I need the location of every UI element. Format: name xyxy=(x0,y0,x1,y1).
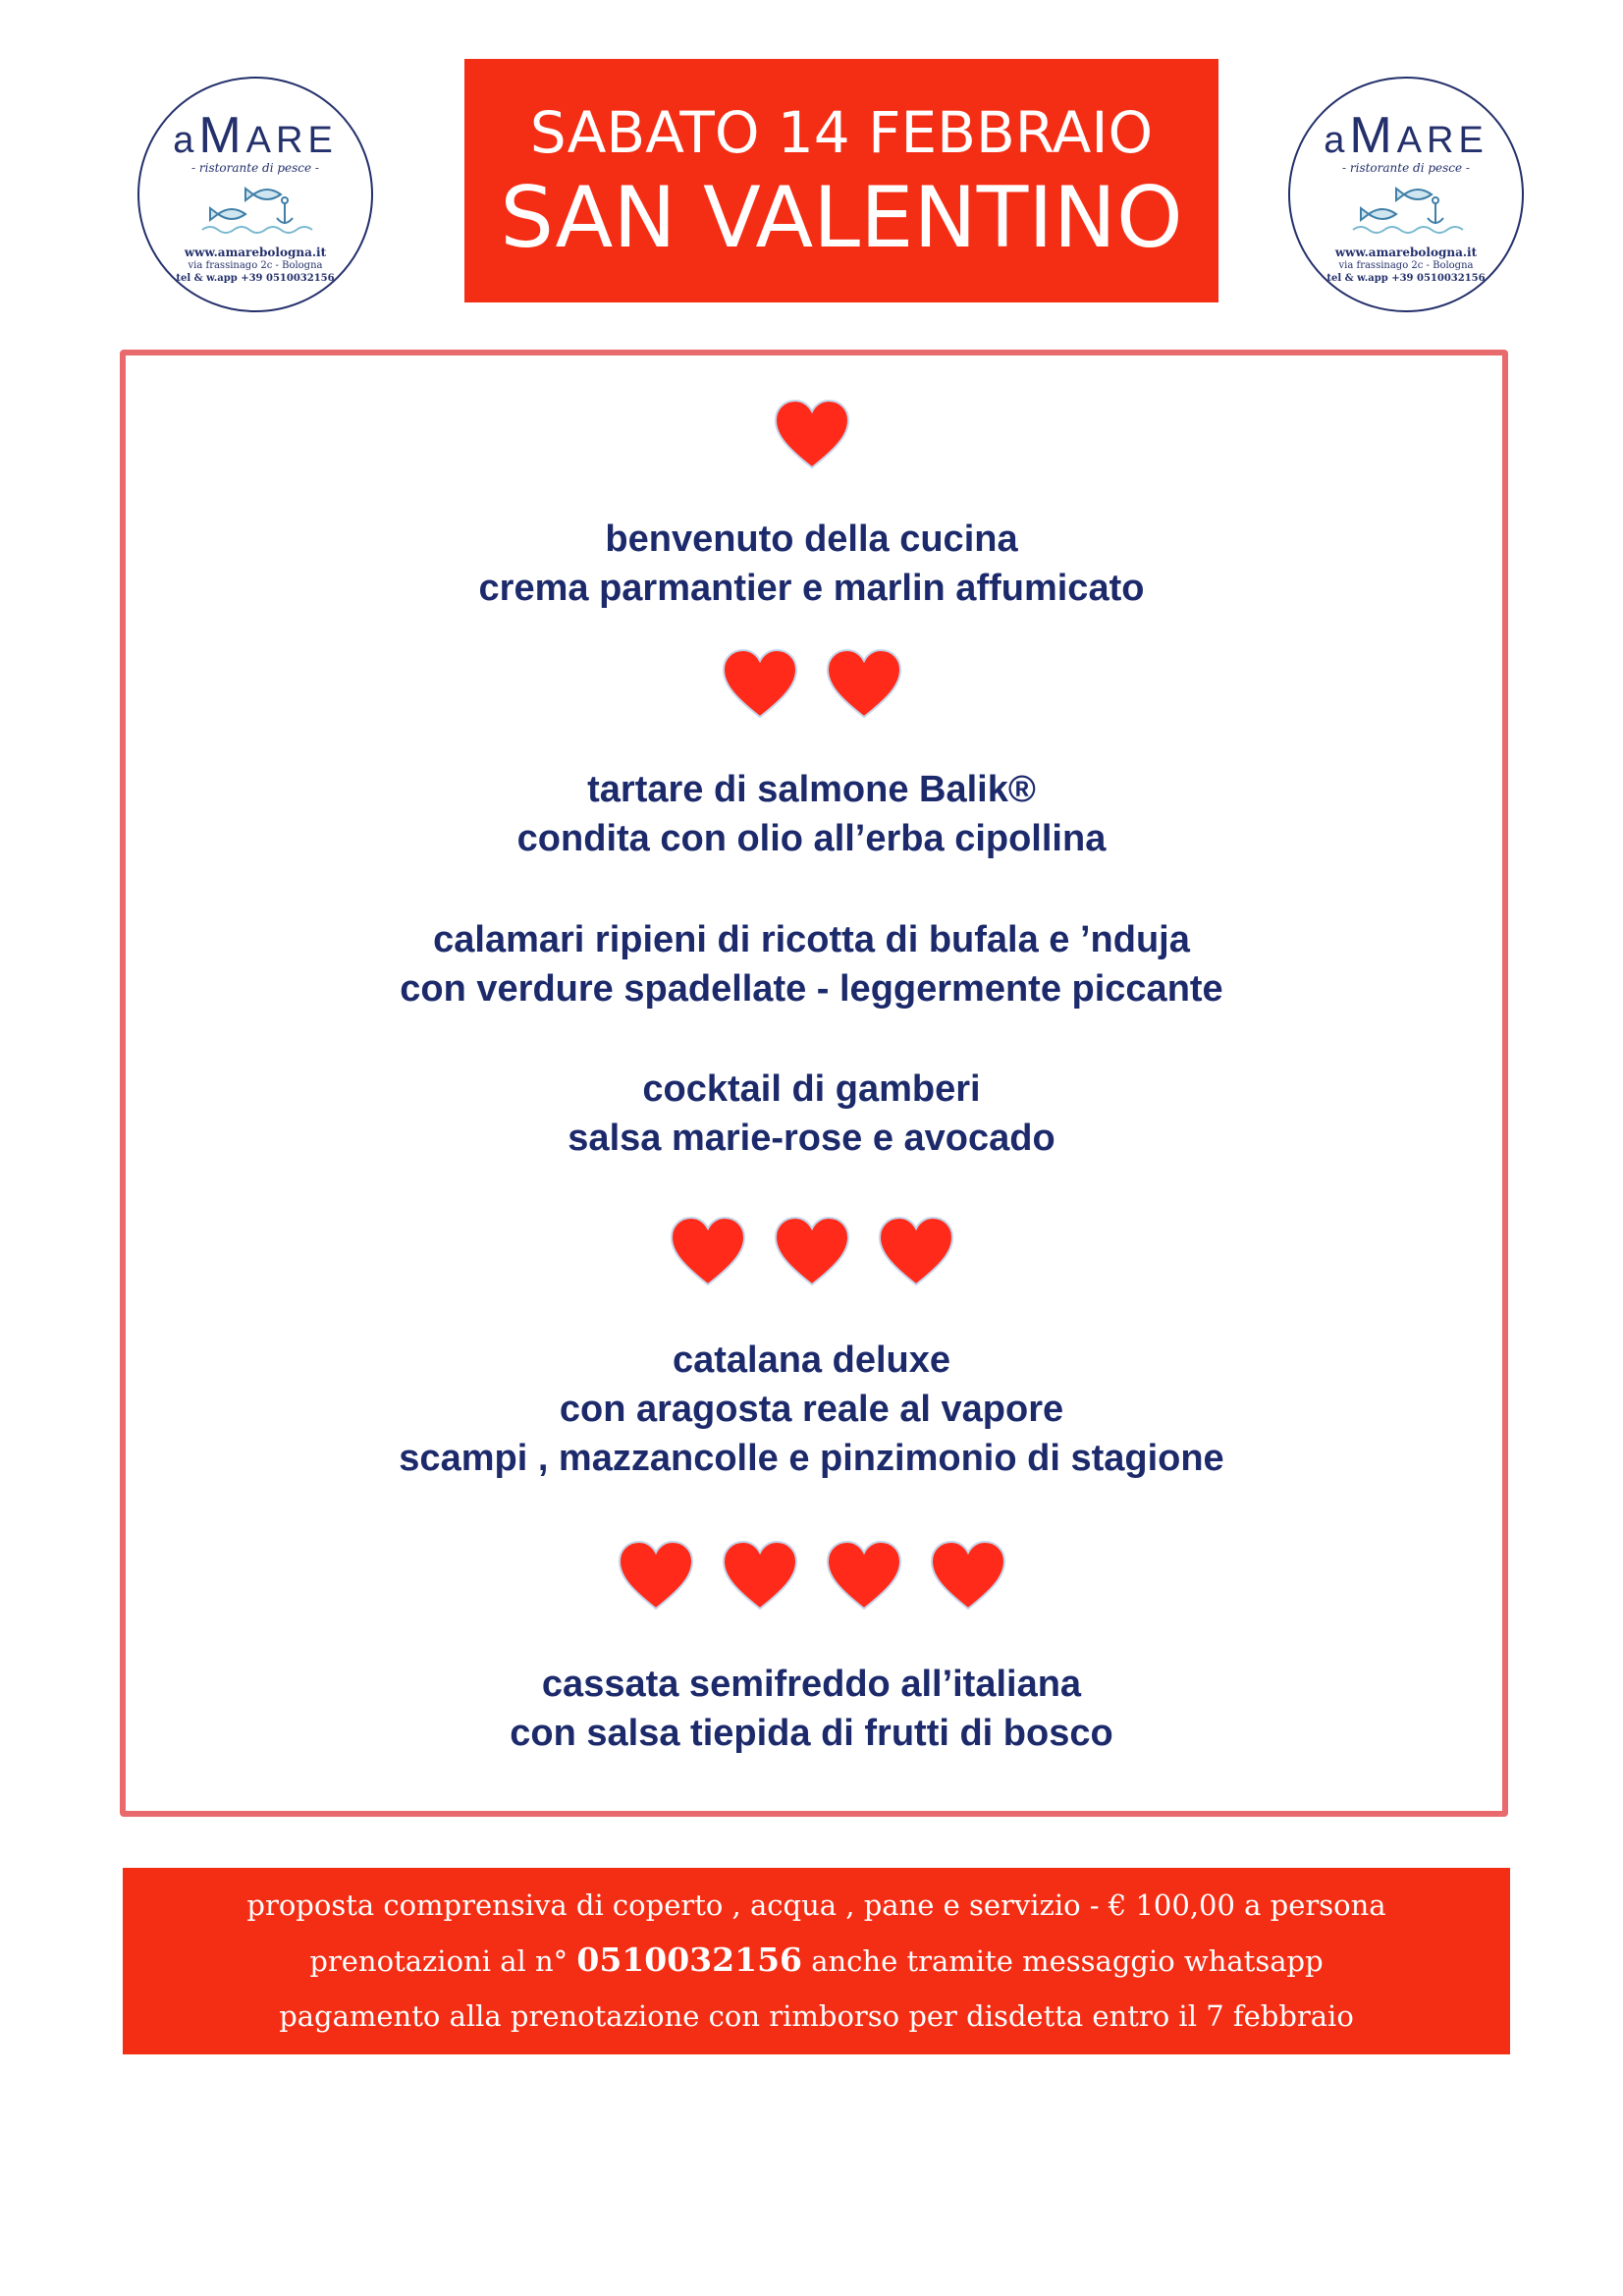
booking-suffix: anche tramite messaggio whatsapp xyxy=(811,1944,1324,1978)
dish-course-3 xyxy=(0,1336,1623,1483)
dish-course-2a xyxy=(0,765,1623,863)
dish-line: con aragosta reale al vapore xyxy=(559,1389,1064,1430)
hearts-row-2 xyxy=(0,646,1623,726)
dish-course-1 xyxy=(0,515,1623,613)
payment-info: pagamento alla prenotazione con rimborso per disdetta entro il 7 febbraio xyxy=(279,1999,1354,2033)
restaurant-logo-left xyxy=(137,77,373,312)
dish-line: tartare di salmone Balik® xyxy=(587,769,1036,810)
price-info: proposta comprensiva di coperto , acqua , pane e servizio - € 100,00 a persona xyxy=(246,1888,1386,1922)
logo-website: www.amarebologna.it xyxy=(1334,246,1478,259)
heart-icon xyxy=(824,1538,904,1613)
event-title: SAN VALENTINO xyxy=(500,169,1183,267)
dish-course-4 xyxy=(0,1660,1623,1758)
dish-line: condita con olio all’erba cipollina xyxy=(516,818,1107,859)
logo-subtitle: - ristorante di pesce - xyxy=(191,161,319,175)
hearts-row-1 xyxy=(0,397,1623,476)
logo-name-m: M xyxy=(198,107,246,164)
logo-website: www.amarebologna.it xyxy=(184,246,327,259)
logo-phone: tel & w.app +39 0510032156 xyxy=(1326,273,1486,284)
logo-subtitle: - ristorante di pesce - xyxy=(1342,161,1470,175)
heart-icon xyxy=(616,1538,696,1613)
logo-name xyxy=(139,106,371,165)
dish-line: catalana deluxe xyxy=(672,1339,951,1381)
heart-icon xyxy=(824,646,904,721)
logo-name-a: a xyxy=(173,120,199,161)
dish-line: con salsa tiepida di frutti di bosco xyxy=(510,1713,1113,1754)
heart-icon xyxy=(720,1538,800,1613)
booking-phone-number[interactable]: 0510032156 xyxy=(576,1941,802,1979)
dish-course-2b xyxy=(0,915,1623,1013)
fish-anchor-icon xyxy=(196,181,314,240)
dish-line: crema parmantier e marlin affumicato xyxy=(478,568,1145,609)
dish-line: scampi , mazzancolle e pinzimonio di stagione xyxy=(399,1438,1224,1479)
logo-name-rest: ARE xyxy=(245,120,338,161)
hearts-row-3 xyxy=(0,1214,1623,1293)
logo-name-m: M xyxy=(1349,107,1397,164)
dish-line: con verdure spadellate - leggermente piccante xyxy=(400,968,1223,1010)
logo-name-a: a xyxy=(1324,120,1350,161)
dish-course-2c xyxy=(0,1065,1623,1163)
heart-icon xyxy=(772,1214,852,1288)
heart-icon xyxy=(720,646,800,721)
logo-address: via frassinago 2c - Bologna xyxy=(188,260,323,271)
logo-address: via frassinago 2c - Bologna xyxy=(1338,260,1474,271)
event-date: SABATO 14 FEBBRAIO xyxy=(529,99,1154,166)
booking-info-banner xyxy=(123,1868,1510,2054)
dish-line: cassata semifreddo all’italiana xyxy=(541,1664,1082,1705)
hearts-row-4 xyxy=(0,1538,1623,1617)
dish-line: benvenuto della cucina xyxy=(605,519,1018,560)
heart-icon xyxy=(772,397,852,471)
heart-icon xyxy=(928,1538,1008,1613)
dish-line: calamari ripieni di ricotta di bufala e ’nduja xyxy=(433,919,1190,960)
booking-phone-info xyxy=(123,1933,1510,1989)
fish-anchor-icon xyxy=(1347,181,1465,240)
dish-line: cocktail di gamberi xyxy=(642,1068,981,1110)
logo-name-rest: ARE xyxy=(1396,120,1488,161)
dish-line: salsa marie-rose e avocado xyxy=(568,1118,1055,1159)
restaurant-logo-right xyxy=(1288,77,1524,312)
logo-phone: tel & w.app +39 0510032156 xyxy=(176,273,335,284)
booking-prefix: prenotazioni al n° xyxy=(309,1944,568,1978)
title-banner xyxy=(464,59,1218,302)
heart-icon xyxy=(668,1214,748,1288)
logo-name xyxy=(1290,106,1522,165)
heart-icon xyxy=(876,1214,956,1288)
